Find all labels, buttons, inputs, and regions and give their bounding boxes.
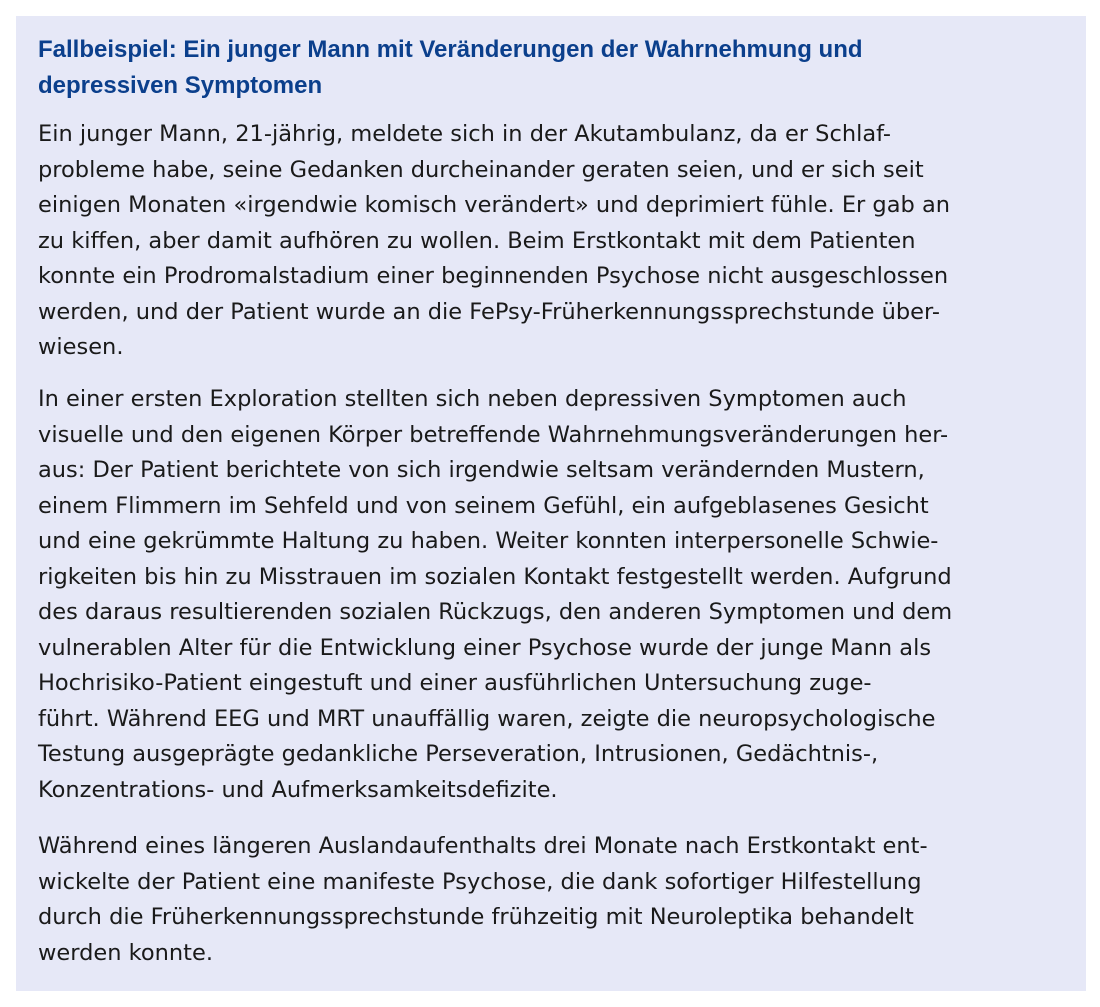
text-line: aus: Der Patient berichtete von sich irgendwie seltsam verändernden Mustern,	[38, 457, 925, 483]
text-line: vulnerablen Alter für die Entwicklung einer Psychose wurde der junge Mann als	[38, 634, 932, 661]
text-line: konnte ein Prodromalstadium einer beginnenden Psychose nicht ausgeschlossen	[38, 263, 949, 289]
text-line: wiesen.	[38, 334, 124, 360]
text-line: Während eines längeren Auslandaufenthalts drei Monate nach Erstkontakt ent-	[38, 833, 928, 859]
text-line: rigkeiten bis hin zu Misstrauen im sozialen Kontakt festgestellt werden. Aufgrund	[38, 563, 952, 590]
text-line: des daraus resultierenden sozialen Rückzugs, den anderen Symptomen und dem	[38, 599, 953, 625]
text-line: Testung ausgeprägte gedankliche Perseveration, Intrusionen, Gedächtnis-,	[38, 741, 879, 767]
paragraph-1	[38, 117, 950, 366]
text-line: Konzentrations- und Aufmerksamkeitsdefizite.	[38, 776, 558, 803]
title-line: Fallbeispiel: Ein junger Mann mit Veränderungen der Wahrnehmung und	[38, 36, 863, 63]
text-line: werden, und der Patient wurde an die FePsy-Früherkennungssprechstunde über-	[38, 298, 940, 325]
text-line: Hochrisiko-Patient eingestuft und einer ausführlichen Untersuchung zuge-	[38, 670, 872, 696]
text-line: wickelte der Patient eine manifeste Psychose, die dank sofortiger Hilfestellung	[38, 868, 922, 895]
text-line: und eine gekrümmte Haltung zu haben. Weiter konnten interpersonelle Schwie-	[38, 528, 939, 554]
title-line: depressiven Symptomen	[38, 72, 323, 99]
text-line: einem Flimmern im Sehfeld und von seinem Gefühl, ein aufgeblasenes Gesicht	[38, 492, 929, 519]
text-line: In einer ersten Exploration stellten sich neben depressiven Symptomen auch	[38, 386, 907, 412]
paragraph-2	[38, 382, 952, 808]
text-line: werden konnte.	[38, 939, 213, 966]
text-line: Ein junger Mann, 21-jährig, meldete sich in der Akutambulanz, da er Schlaf-	[38, 121, 891, 147]
text-line: durch die Früherkennungssprechstunde frühzeitig mit Neuroleptika behandelt	[38, 904, 914, 930]
text-line: visuelle und den eigenen Körper betreffende Wahrnehmungsveränderungen her-	[38, 421, 949, 448]
case-study-title	[38, 32, 863, 104]
text-line: einigen Monaten «irgendwie komisch verändert» und deprimiert fühle. Er gab an	[38, 192, 950, 218]
text-line: führt. Während EEG und MRT unauffällig waren, zeigte die neuropsychologische	[38, 705, 936, 732]
paragraph-3	[38, 829, 928, 971]
text-line: zu kiffen, aber damit aufhören zu wollen. Beim Erstkontakt mit dem Patienten	[38, 227, 916, 254]
text-line: probleme habe, seine Gedanken durcheinander geraten seien, und er sich seit	[38, 156, 924, 183]
